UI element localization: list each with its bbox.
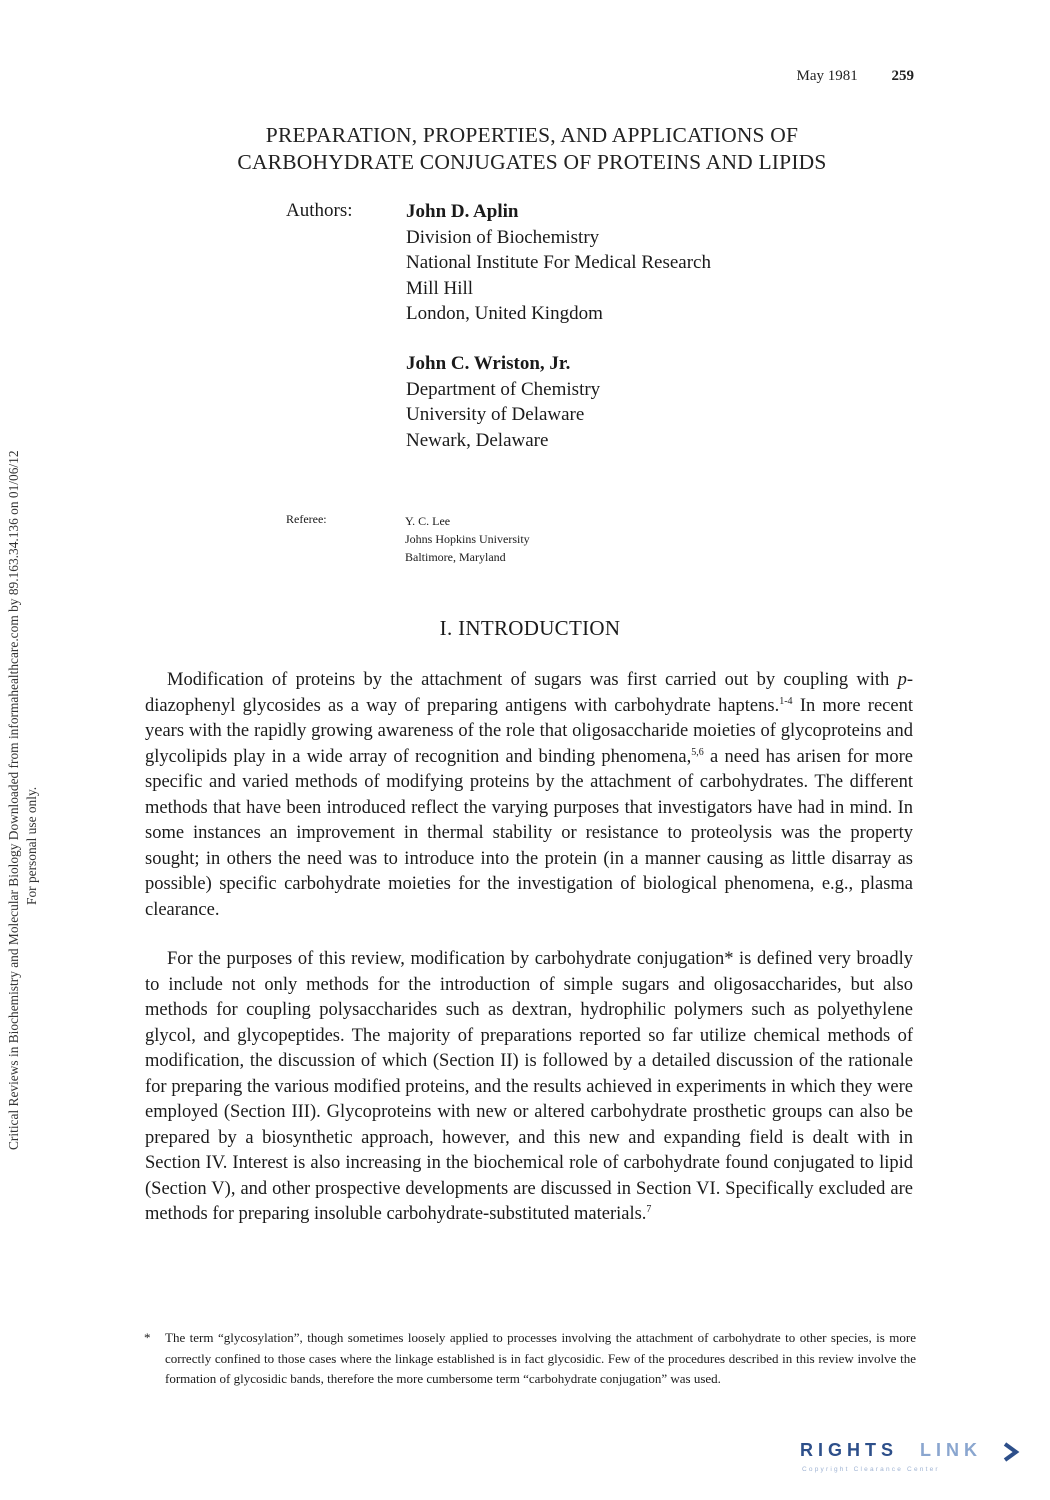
text-run-italic: p <box>897 670 907 690</box>
footnote-marker: * <box>144 1330 151 1345</box>
logo-link-text: LINK <box>920 1440 982 1460</box>
text-run: Modification of proteins by the attachment of sugars was first carried out by coupling with <box>167 670 898 690</box>
author-affiliation-1 <box>406 199 711 327</box>
body-paragraph-2 <box>145 947 913 1228</box>
rightslink-logo <box>800 1436 1030 1480</box>
download-notice-sidebar <box>3 250 41 1170</box>
authors-label: Authors: <box>286 200 353 221</box>
text-run: For the purposes of this review, modification by carbohydrate conjugation* is defined very broadly to include not only methods for the introduction of simple sugars and oligosaccharides, but also methods for coupling polysaccharides such as dextran, hydrophilic polymers such as polyethylene glycol, and glycopeptides. The majority of preparations reported so far utilize chemical methods of modification, the discussion of which (Section II) is followed by a detailed discussion of the rationale for preparing the various modified proteins, and the results achieved in experiments in which they were employed (Section III). Glycoproteins with new or altered carbohydrate prosthetic groups can also be prepared by a biosynthetic approach, however, and this new and expanding field is dealt with in Section IV. Interest is also increasing in the biochemical role of carbohydrate found conjugated to lipid (Section V), and other prospective developments are discussed in Section VI. Specifically excluded are methods for preparing insoluble carbohydrate-substituted materials. <box>145 949 913 1224</box>
publication-date: May 1981 <box>796 68 858 84</box>
download-notice-line-2: For personal use only. <box>24 786 39 905</box>
referee-info <box>405 512 530 566</box>
logo-subtitle: Copyright Clearance Center <box>802 1466 940 1473</box>
logo-rights-text: RIGHTS <box>800 1440 899 1460</box>
article-title <box>0 122 1050 176</box>
footnote-text: The term “glycosylation”, though sometimes loosely applied to processes involving the attachment of carbohydrate to other species, is more correctly confined to those cases where the linkage established is in fact glycosidic. Few of the procedures described in this review involve the formation of glycosidic bands, therefore the more cumbersome term “carbohydrate conjugation” was used. <box>165 1330 916 1386</box>
citation-ref: 1-4 <box>779 695 793 707</box>
author-name: John D. Aplin <box>406 201 519 222</box>
text-run: -diazophenyl glycosides as a way of preparing antigens with carbohydrate haptens. <box>145 670 913 716</box>
affiliation-line: Mill Hill <box>406 277 474 299</box>
chevron-right-icon <box>1005 1444 1016 1460</box>
text-run: a need has arisen for more specific and varied methods of modifying proteins by the attachment of carbohydrates. The different methods that have been introduced reflect the varying purposes that investigators have had in mind. In some instances an improvement in thermal stability or resistance to proteolysis was the property sought; in others the need was to introduce into the protein (in a manner causing as little disarray as possible) specific carbohydrate moieties for the investigation of biological phenomena, e.g., plasma clearance. <box>145 746 913 920</box>
citation-ref: 7 <box>646 1204 652 1215</box>
referee-line: Johns Hopkins University <box>405 532 530 546</box>
referee-label: Referee: <box>286 512 327 526</box>
affiliation-line: London, United Kingdom <box>406 303 603 324</box>
body-paragraph-1 <box>145 668 913 923</box>
affiliation-line: University of Delaware <box>406 404 585 425</box>
referee-line: Y. C. Lee <box>405 514 451 528</box>
affiliation-line: Department of Chemistry <box>406 378 601 400</box>
author-affiliation-2 <box>406 351 600 453</box>
affiliation-line: National Institute For Medical Research <box>406 252 711 273</box>
citation-ref: 5,6 <box>691 746 704 758</box>
running-head <box>797 68 915 85</box>
affiliation-line: Division of Biochemistry <box>406 226 600 248</box>
footnote <box>144 1328 916 1390</box>
referee-line: Baltimore, Maryland <box>405 550 506 564</box>
text-run: In more recent years with the rapidly growing awareness of the role that oligosaccharide moieties of glycoproteins and glycolipids play in a wide array of recognition and binding phenomena, <box>145 695 913 767</box>
section-heading: I. INTRODUCTION <box>439 616 621 640</box>
download-notice-line-1: Critical Reviews in Biochemistry and Molecular Biology Downloaded from informahealthcare.com by 89.163.34.136 on 01/06/12 <box>6 450 21 1150</box>
affiliation-line: Newark, Delaware <box>406 429 549 451</box>
page-number: 259 <box>891 68 914 84</box>
title-line-1: PREPARATION, PROPERTIES, AND APPLICATIONS OF <box>265 123 799 147</box>
author-name: John C. Wriston, Jr. <box>406 353 571 374</box>
title-line-2: CARBOHYDRATE CONJUGATES OF PROTEINS AND LIPIDS <box>237 150 827 174</box>
